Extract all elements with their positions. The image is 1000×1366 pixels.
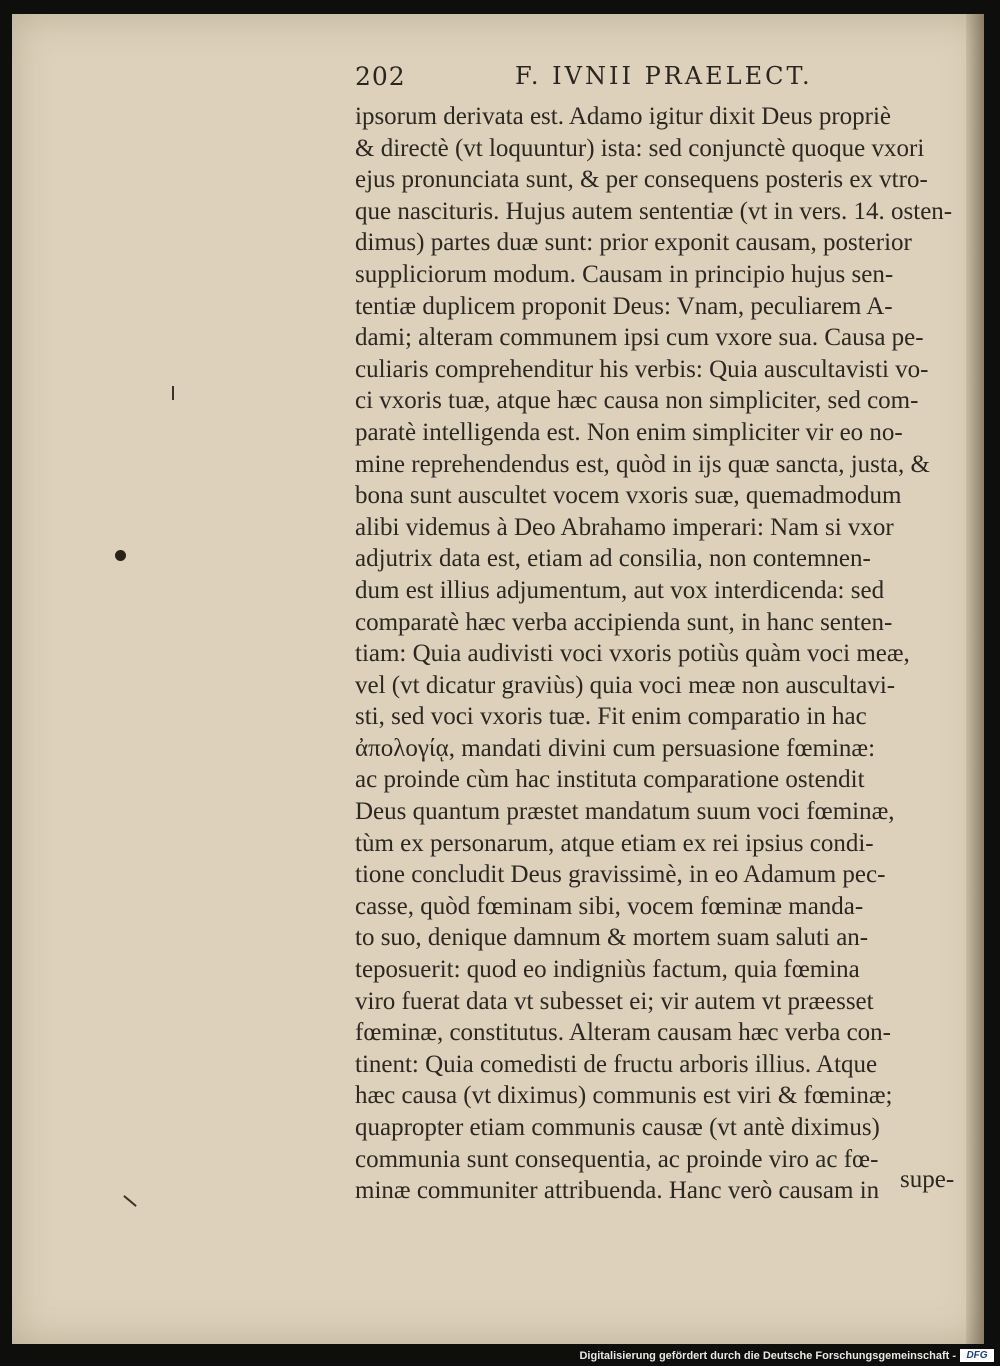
- text-line: viro fuerat data vt subesset ei; vir autem vt præesset: [355, 987, 874, 1015]
- running-head: [355, 62, 915, 98]
- text-line: casse, quòd fœminam sibi, vocem fœminæ manda-: [355, 892, 864, 920]
- text-line: culiaris comprehenditur his verbis: Quia auscultavisti vo-: [355, 355, 929, 383]
- text-line: minæ communiter attribuenda. Hanc verò causam in: [355, 1177, 880, 1205]
- text-line: dum est illius adjumentum, aut vox interdicenda: sed: [355, 576, 885, 604]
- text-line: tiam: Quia audivisti voci vxoris potiùs quàm voci meæ,: [355, 640, 910, 668]
- running-title: F. IVNII PRAELECT.: [515, 62, 813, 90]
- text-line: ac proinde cùm hac instituta comparatione ostendit: [355, 766, 865, 794]
- ink-blot: [115, 550, 126, 561]
- text-line: ejus pronunciata sunt, & per consequens posteris ex vtro-: [355, 166, 928, 194]
- text-line: dimus) partes duæ sunt: prior exponit causam, posterior: [355, 229, 912, 257]
- funding-credit: Digitalisierung gefördert durch die Deutsche Forschungsgemeinschaft -: [579, 1350, 956, 1362]
- dfg-logo: DFG: [960, 1349, 994, 1362]
- text-line: tinent: Quia comedisti de fructu arboris illius. Atque: [355, 1050, 878, 1078]
- text-line: quapropter etiam communis causæ (vt antè diximus): [355, 1114, 880, 1141]
- text-line: hæc causa (vt diximus) communis est viri & fœminæ;: [355, 1082, 893, 1110]
- text-line: ci vxoris tuæ, atque hæc causa non simpliciter, sed com-: [355, 387, 919, 415]
- text-line: tione concludit Deus gravissimè, in eo Adamum pec-: [355, 861, 886, 889]
- text-line: dami; alteram communem ipsi cum vxore sua. Causa pe-: [355, 324, 924, 352]
- text-line: ipsorum derivata est. Adamo igitur dixit Deus propriè: [355, 103, 892, 130]
- text-line: communia sunt consequentia, ac proinde viro ac fœ-: [355, 1145, 879, 1173]
- text-line: & directè (vt loquuntur) ista: sed conjunctè quoque vxori: [355, 134, 925, 162]
- body-text: [355, 101, 995, 1207]
- text-line: ἀπολογίᾳ, mandati divini cum persuasione fœminæ:: [355, 734, 876, 762]
- text-line: to suo, denique damnum & mortem suam saluti an-: [355, 924, 869, 952]
- text-line: paratè intelligenda est. Non enim simpliciter vir eo no-: [355, 418, 903, 446]
- digitization-footer: [0, 1344, 1000, 1366]
- text-line: vel (vt dicatur graviùs) quia voci meæ non auscultavi-: [355, 671, 896, 699]
- text-line: sti, sed voci vxoris tuæ. Fit enim comparatio in hac: [355, 703, 867, 731]
- text-line: fœminæ, constitutus. Alteram causam hæc verba con-: [355, 1019, 891, 1047]
- text-line: tùm ex personarum, atque etiam ex rei ipsius condi-: [355, 829, 874, 857]
- text-line: que nascituris. Hujus autem sententiæ (vt in vers. 14. osten-: [355, 197, 953, 225]
- text-line: teposuerit: quod eo indigniùs factum, quia fœmina: [355, 956, 860, 984]
- text-line: comparatè hæc verba accipienda sunt, in hanc senten-: [355, 608, 893, 636]
- margin-mark: [172, 386, 174, 400]
- text-line: bona sunt auscultet vocem vxoris suæ, quemadmodum: [355, 482, 902, 510]
- text-line: tentiæ duplicem proponit Deus: Vnam, peculiarem A-: [355, 292, 893, 320]
- catchword: supe-: [900, 1166, 955, 1193]
- text-line: mine reprehendendus est, quòd in ijs quæ sancta, justa, &: [355, 450, 930, 478]
- text-line: suppliciorum modum. Causam in principio hujus sen-: [355, 260, 894, 288]
- text-line: alibi videmus à Deo Abrahamo imperari: Nam si vxor: [355, 513, 894, 541]
- text-line: adjutrix data est, etiam ad consilia, non contemnen-: [355, 545, 871, 573]
- text-line: Deus quantum præstet mandatum suum voci fœminæ,: [355, 798, 895, 826]
- page-number: 202: [355, 62, 406, 91]
